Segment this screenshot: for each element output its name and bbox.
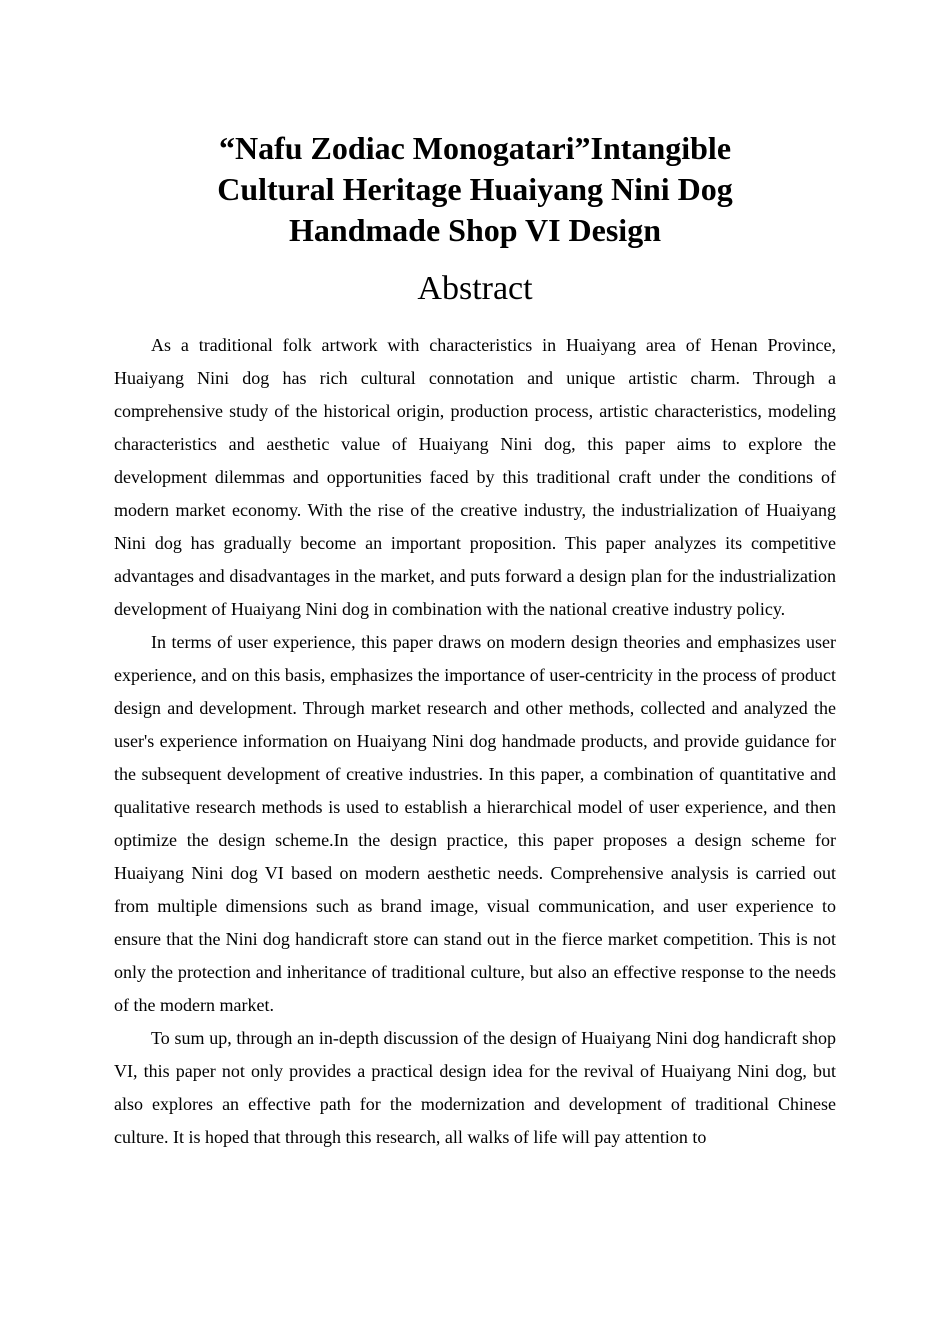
title-line-3: Handmade Shop VI Design [289,212,661,248]
document-page [114,128,836,1154]
title-line-1: “Nafu Zodiac Monogatari”Intangible [218,130,732,166]
abstract-heading: Abstract [417,270,533,307]
title-line-2: Cultural Heritage Huaiyang Nini Dog [217,171,733,207]
paper-title [114,128,836,251]
abstract-paragraph-3: To sum up, through an in-depth discussion of the design of Huaiyang Nini dog handicraft shop VI, this paper not only provides a practical design idea for the revival of Huaiyang Nini dog, but also explores an effective path for the modernization and development of traditional Chinese culture. It is hoped that through this research, all walks of life will pay attention to [114,1028,836,1147]
abstract-paragraph-1: As a traditional folk artwork with characteristics in Huaiyang area of Henan Province, Huaiyang Nini dog has rich cultural connotation and unique artistic charm. Through a comprehensive study of the historical origin, production process, artistic characteristics, modeling characteristics and aesthetic value of Huaiyang Nini dog, this paper aims to explore the development dilemmas and opportunities faced by this traditional craft under the conditions of modern market economy. With the rise of the creative industry, the industrialization of Huaiyang Nini dog has gradually become an important proposition. This paper analyzes its competitive advantages and disadvantages in the market, and puts forward a design plan for the industrialization development of Huaiyang Nini dog in combination with the national creative industry policy. [114,335,836,619]
abstract-paragraph-2: In terms of user experience, this paper draws on modern design theories and emphasizes user experience, and on this basis, emphasizes the importance of user-centricity in the process of product design and development. Through market research and other methods, collected and analyzed the user's experience information on Huaiyang Nini dog handmade products, and provide guidance for the subsequent development of creative industries. In this paper, a combination of quantitative and qualitative research methods is used to establish a hierarchical model of user experience, and then optimize the design scheme.In the design practice, this paper proposes a design scheme for Huaiyang Nini dog VI based on modern aesthetic needs. Comprehensive analysis is carried out from multiple dimensions such as brand image, visual communication, and user experience to ensure that the Nini dog handicraft store can stand out in the fierce market competition. This is not only the protection and inheritance of traditional culture, but also an effective response to the needs of the modern market. [114,632,836,1015]
abstract-body [114,329,836,1154]
